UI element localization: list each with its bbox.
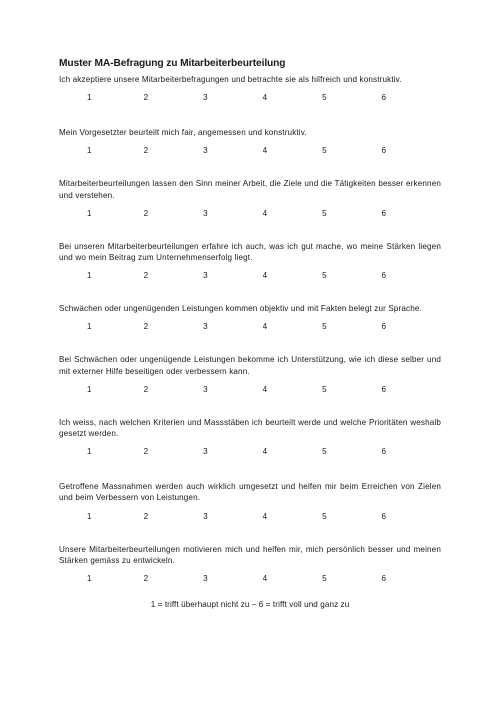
question-item xyxy=(59,241,441,281)
rating-option-5[interactable]: 5 xyxy=(322,208,327,218)
rating-option-4[interactable]: 4 xyxy=(262,93,268,103)
question-item xyxy=(59,481,441,521)
question-item xyxy=(59,354,441,394)
question-item xyxy=(59,544,441,584)
question-text: Ich akzeptiere unsere Mitarbeiterbefragungen und betrachte sie als hilfreich und konstruktiv. xyxy=(59,75,402,84)
rating-option-5[interactable]: 5 xyxy=(322,271,327,281)
rating-option-3[interactable]: 3 xyxy=(203,447,208,457)
rating-option-5[interactable]: 5 xyxy=(322,447,327,457)
rating-option-1[interactable]: 1 xyxy=(87,384,92,394)
rating-option-3[interactable]: 3 xyxy=(203,93,208,103)
rating-option-4[interactable]: 4 xyxy=(262,511,268,521)
question-item xyxy=(59,417,441,457)
rating-option-2[interactable]: 2 xyxy=(143,93,149,103)
rating-option-3[interactable]: 3 xyxy=(203,574,208,584)
rating-option-4[interactable]: 4 xyxy=(262,447,268,457)
question-item xyxy=(59,303,441,332)
question-list xyxy=(59,74,441,584)
rating-option-1[interactable]: 1 xyxy=(87,447,92,457)
rating-option-4[interactable]: 4 xyxy=(262,322,268,332)
question-text: Bei unseren Mitarbeiterbeurteilungen erfahre ich auch, was ich gut mache, wo meine Stärken liegen und wo mein Beitrag zum Unternehmenserfolg liegt. xyxy=(59,241,441,263)
rating-option-2[interactable]: 2 xyxy=(143,208,149,218)
rating-scale xyxy=(59,511,441,522)
question-item xyxy=(59,127,441,156)
question-text: Unsere Mitarbeiterbeurteilungen motivieren mich und helfen mir, mich persönlich besser und meinen Stärken gemäss zu entwickeln. xyxy=(59,544,441,565)
rating-scale xyxy=(59,270,441,281)
rating-option-4[interactable]: 4 xyxy=(262,146,268,156)
rating-option-5[interactable]: 5 xyxy=(322,574,327,584)
rating-option-4[interactable]: 4 xyxy=(262,208,268,218)
rating-option-5[interactable]: 5 xyxy=(322,384,327,394)
rating-option-1[interactable]: 1 xyxy=(87,208,92,218)
rating-option-6[interactable]: 6 xyxy=(381,322,387,332)
rating-option-3[interactable]: 3 xyxy=(203,271,208,281)
question-item xyxy=(59,74,441,103)
rating-option-3[interactable]: 3 xyxy=(203,511,208,521)
rating-scale xyxy=(59,446,441,457)
rating-option-2[interactable]: 2 xyxy=(143,322,149,332)
rating-option-5[interactable]: 5 xyxy=(322,146,327,156)
document-title: Muster MA-Befragung zu Mitarbeiterbeurteilung xyxy=(59,58,286,69)
rating-option-6[interactable]: 6 xyxy=(381,93,387,103)
rating-option-4[interactable]: 4 xyxy=(262,271,268,281)
rating-option-6[interactable]: 6 xyxy=(381,271,387,281)
question-text: Getroffene Massnahmen werden auch wirklich umgesetzt und helfen mir beim Erreichen von Zielen und beim Verbessern von Leistungen. xyxy=(59,482,441,503)
rating-scale xyxy=(59,92,441,103)
rating-option-3[interactable]: 3 xyxy=(203,146,208,156)
scale-legend: 1 = trifft überhaupt nicht zu – 6 = trifft voll und ganz zu xyxy=(150,600,350,610)
question-text: Mein Vorgesetzter beurteilt mich fair, angemessen und konstruktiv. xyxy=(59,128,307,138)
question-text: Mitarbeiterbeurteilungen lassen den Sinn meiner Arbeit, die Ziele und die Tätigkeiten besser erkennen und verstehen. xyxy=(59,179,441,200)
rating-option-2[interactable]: 2 xyxy=(143,511,149,521)
rating-option-6[interactable]: 6 xyxy=(381,447,387,457)
rating-option-6[interactable]: 6 xyxy=(381,146,387,156)
rating-option-2[interactable]: 2 xyxy=(143,271,149,281)
rating-scale xyxy=(59,384,441,395)
rating-option-1[interactable]: 1 xyxy=(87,511,92,521)
rating-scale xyxy=(59,145,441,156)
rating-option-6[interactable]: 6 xyxy=(381,384,387,394)
rating-option-2[interactable]: 2 xyxy=(143,384,149,394)
rating-option-2[interactable]: 2 xyxy=(143,146,149,156)
rating-option-3[interactable]: 3 xyxy=(203,384,208,394)
rating-scale xyxy=(59,573,441,584)
rating-option-4[interactable]: 4 xyxy=(262,574,268,584)
rating-option-6[interactable]: 6 xyxy=(381,574,387,584)
rating-option-5[interactable]: 5 xyxy=(322,511,327,521)
rating-option-6[interactable]: 6 xyxy=(381,511,387,521)
rating-option-3[interactable]: 3 xyxy=(203,322,208,332)
rating-option-1[interactable]: 1 xyxy=(87,574,92,584)
question-text: Schwächen oder ungenügenden Leistungen kommen objektiv und mit Fakten belegt zur Sprache. xyxy=(59,304,422,314)
rating-option-1[interactable]: 1 xyxy=(87,271,92,281)
rating-option-3[interactable]: 3 xyxy=(203,208,208,218)
rating-option-5[interactable]: 5 xyxy=(322,322,327,332)
rating-option-4[interactable]: 4 xyxy=(262,384,268,394)
rating-option-1[interactable]: 1 xyxy=(87,93,92,103)
question-item xyxy=(59,178,441,218)
rating-scale xyxy=(59,321,441,332)
question-text: Ich weiss, nach welchen Kriterien und Massstäben ich beurteilt werde und welche Prioritäten weshalb gesetzt werden. xyxy=(59,417,441,439)
rating-option-5[interactable]: 5 xyxy=(322,93,327,103)
rating-option-6[interactable]: 6 xyxy=(381,208,387,218)
rating-option-1[interactable]: 1 xyxy=(87,146,92,156)
rating-option-1[interactable]: 1 xyxy=(87,322,92,332)
rating-option-2[interactable]: 2 xyxy=(143,574,149,584)
rating-option-2[interactable]: 2 xyxy=(143,447,149,457)
rating-scale xyxy=(59,208,441,219)
question-text: Bei Schwächen oder ungenügende Leistungen bekomme ich Unterstützung, wie ich diese selber und mit externer Hilfe beseitigen oder verbessern kann. xyxy=(59,355,441,376)
